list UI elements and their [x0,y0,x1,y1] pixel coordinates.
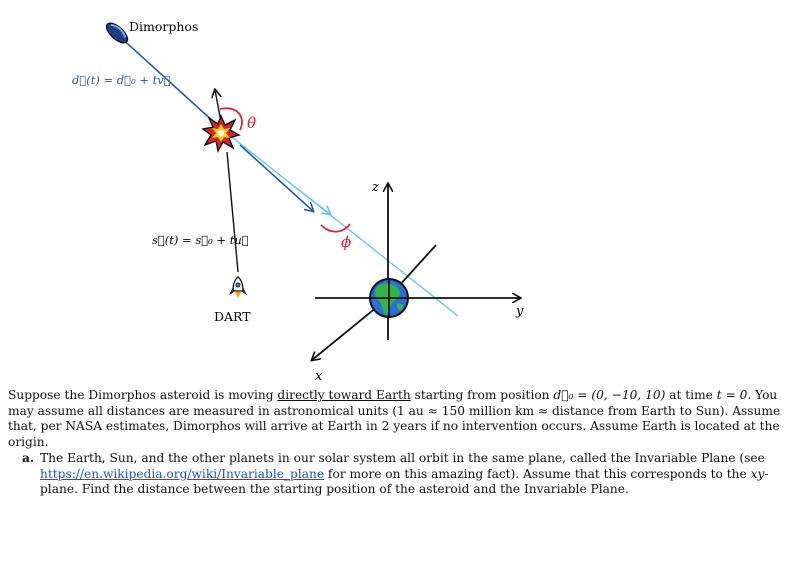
sightline [228,134,458,316]
part-a-text: -plane. Find the distance between the starting position of the asteroid and the Invariable Plane. [40,466,769,496]
dart-label: DART [214,309,251,324]
theta-label: θ [247,114,257,132]
dimorphos-label: Dimorphos [129,19,199,34]
rocket-icon [230,277,246,298]
impact-explosion-icon [203,116,239,151]
invariable-plane-link[interactable]: https://en.wikipedia.org/wiki/Invariable_plane [40,466,325,481]
part-a-tag: a. [22,451,35,465]
initial-time: t = 0 [716,388,748,402]
axis-z-label: z [372,180,379,195]
phi-label: ϕ [341,233,352,251]
problem-text: at time [665,388,717,402]
initial-position: d⃗₀ = (0, −10, 10) [553,388,666,402]
problem-emphasis: directly toward Earth [277,388,411,402]
problem-text: Suppose the Dimorphos asteroid is moving [8,388,278,402]
axis-y-label: y [516,304,524,319]
asteroid-equation: d⃗(t) = d⃗₀ + tv⃗ [72,73,171,87]
problem-text: starting from position [410,388,554,402]
phi-arc [321,224,350,232]
problem-statement [8,388,804,450]
plane-symbol: xy [750,466,765,481]
problem-text: . You may assume all distances are measured in astronomical units (1 au ≈ 150 million km ≈ distance from Earth to Sun). Assume that, per NASA estimates, Dimorphos will arrive at Earth in 2 years if no intervention occurs. Assume Earth is located at the origin. [8,388,781,449]
axis-x-label: x [315,369,323,384]
dart-equation: s⃗(t) = s⃗₀ + tu⃗ [152,233,249,247]
asteroid-icon [103,20,130,46]
part-a-text: The Earth, Sun, and the other planets in our solar system all orbit in the same plane, called the Invariable Plane (see [40,451,765,465]
dart-trajectory [227,152,238,272]
asteroid-velocity-arrow [240,145,313,211]
part-a [22,451,792,498]
part-a-text: for more on this amazing fact). Assume that this corresponds to the [324,466,751,481]
